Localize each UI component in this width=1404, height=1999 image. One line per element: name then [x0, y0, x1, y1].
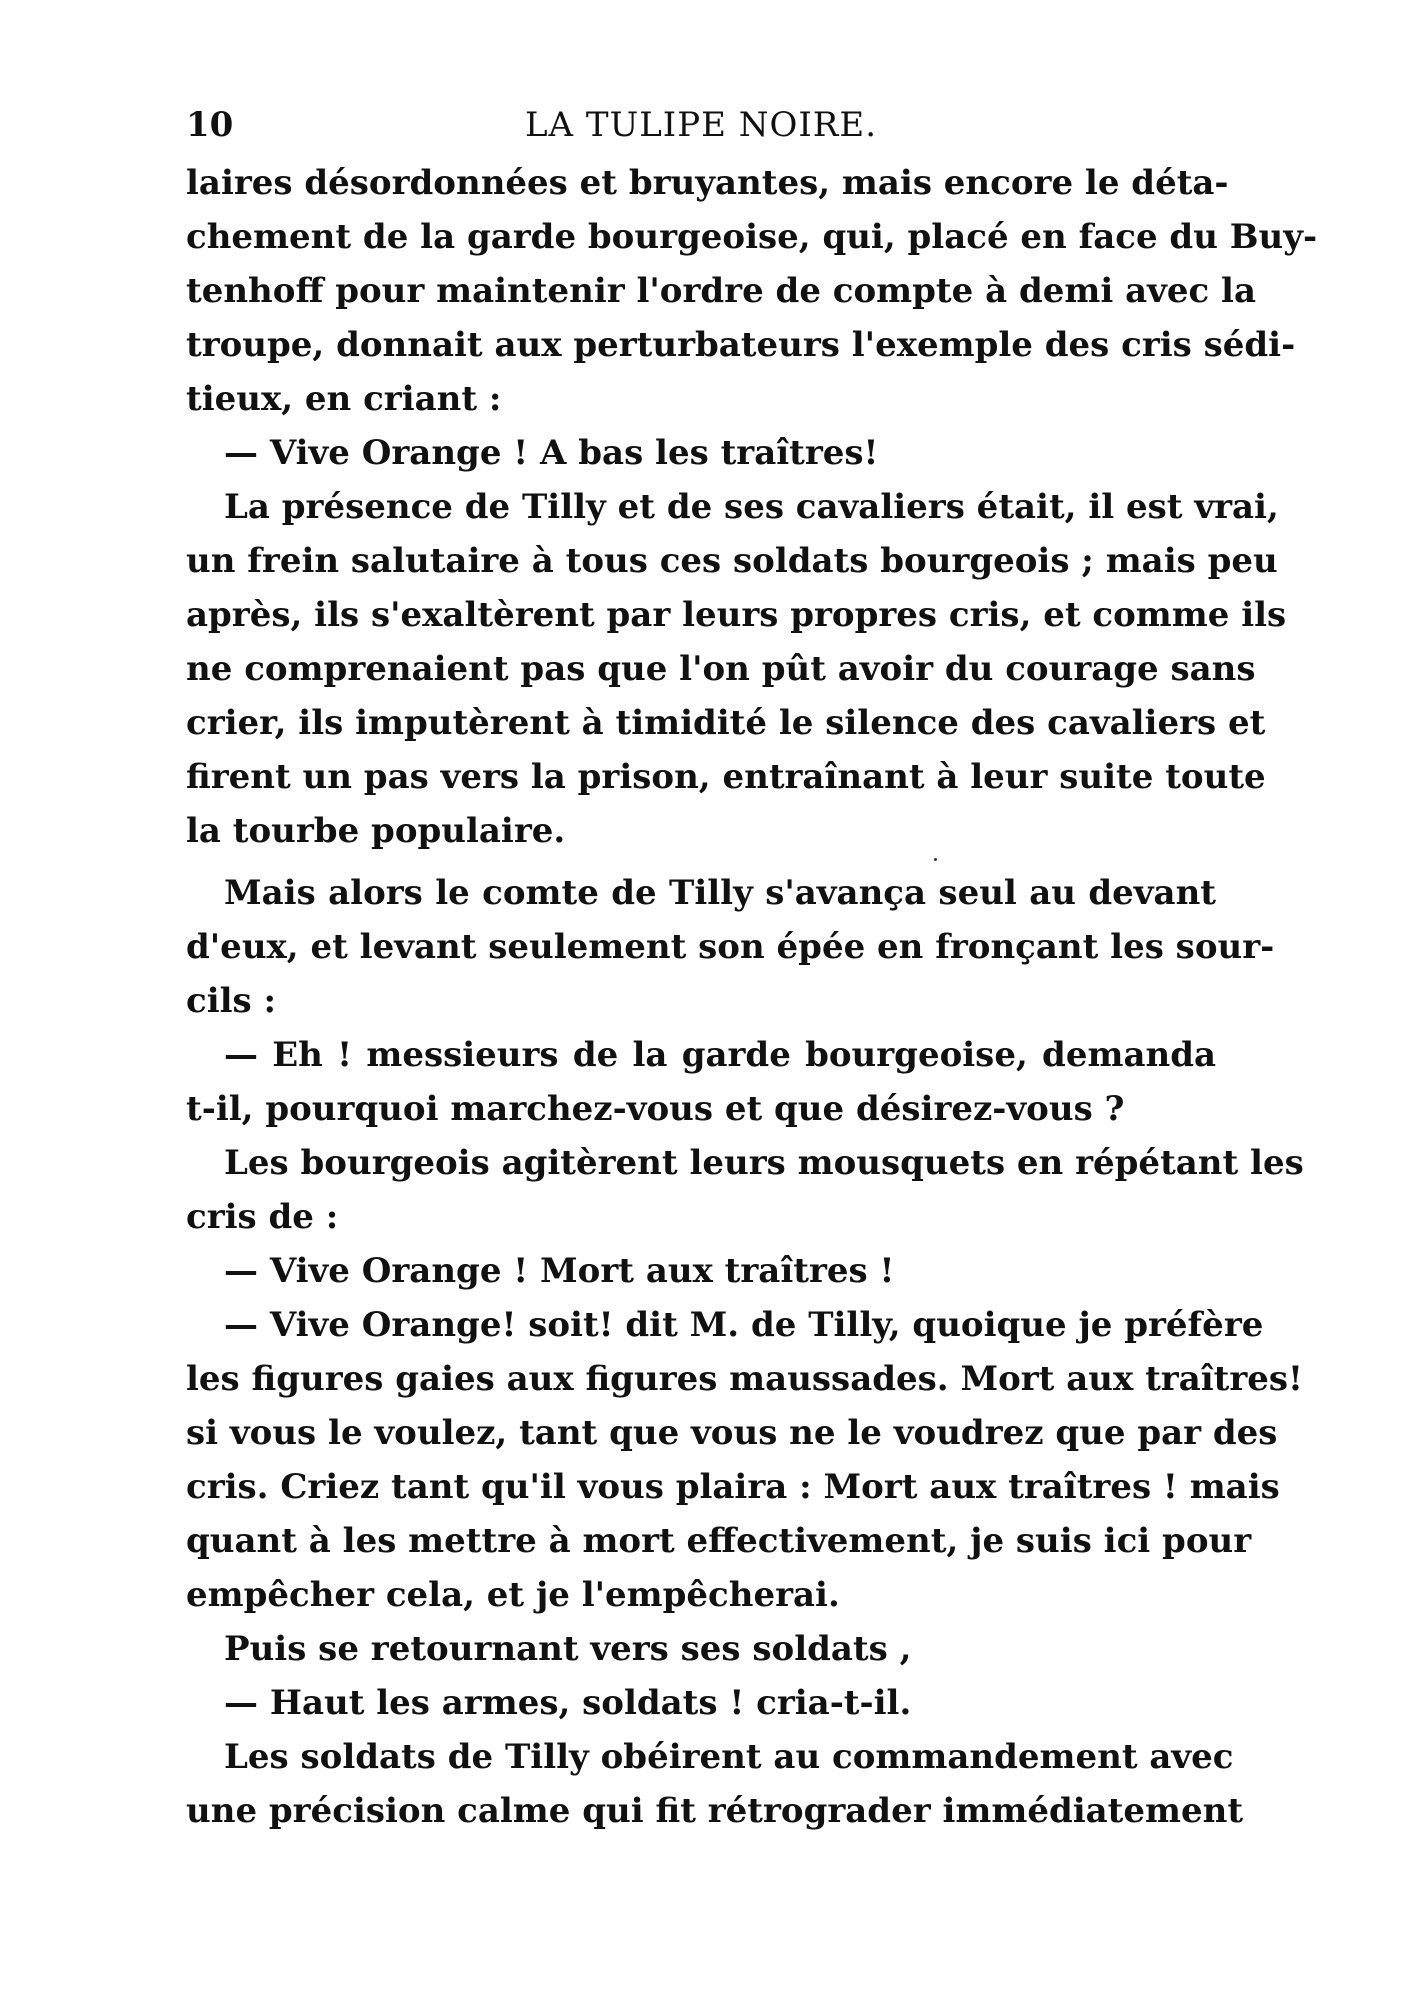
text-line: tenhoff pour maintenir l'ordre de compte à demi avec la — [186, 271, 1257, 311]
text-line: cils : — [186, 981, 277, 1021]
text-line: après, ils s'exaltèrent par leurs propres cris, et comme ils — [186, 595, 1287, 635]
text-line: un frein salutaire à tous ces soldats bourgeois ; mais peu — [186, 541, 1278, 581]
text-line: — Vive Orange! soit! dit M. de Tilly, quoique je préfère — [224, 1305, 1264, 1345]
running-title: LA TULIPE NOIRE. — [524, 105, 878, 145]
page-header — [186, 105, 1216, 155]
text-line: Mais alors le comte de Tilly s'avança seul au devant — [224, 873, 1216, 913]
text-line: la tourbe populaire. — [186, 811, 566, 851]
text-line: Les bourgeois agitèrent leurs mousquets en répétant les — [224, 1143, 1304, 1183]
text-line: — Eh ! messieurs de la garde bourgeoise, demanda — [224, 1035, 1216, 1075]
text-line: les figures gaies aux figures maussades. Mort aux traîtres! — [186, 1359, 1303, 1399]
text-line: d'eux, et levant seulement son épée en fronçant les sour- — [186, 927, 1275, 967]
text-line: t-il, pourquoi marchez-vous et que désirez-vous ? — [186, 1089, 1125, 1129]
text-line: troupe, donnait aux perturbateurs l'exemple des cris sédi- — [186, 325, 1296, 365]
text-line: Les soldats de Tilly obéirent au commandement avec — [224, 1737, 1234, 1777]
text-line: une précision calme qui fit rétrograder immédiatement — [186, 1791, 1244, 1831]
print-speck — [934, 858, 937, 861]
text-line: — Vive Orange ! Mort aux traîtres ! — [224, 1251, 895, 1291]
text-line: chement de la garde bourgeoise, qui, placé en face du Buy- — [186, 217, 1318, 257]
page-number: 10 — [186, 105, 234, 145]
text-line: si vous le voulez, tant que vous ne le voudrez que par des — [186, 1413, 1278, 1453]
text-line: cris. Criez tant qu'il vous plaira : Mort aux traîtres ! mais — [186, 1467, 1280, 1507]
text-line: La présence de Tilly et de ses cavaliers était, il est vrai, — [224, 487, 1279, 527]
text-line: tieux, en criant : — [186, 379, 502, 419]
text-line: — Haut les armes, soldats ! cria-t-il. — [224, 1683, 912, 1723]
text-line: cris de : — [186, 1197, 339, 1237]
text-line: empêcher cela, et je l'empêcherai. — [186, 1575, 840, 1615]
text-line: quant à les mettre à mort effectivement, je suis ici pour — [186, 1521, 1252, 1561]
body-text — [186, 156, 1318, 1838]
text-line: Puis se retournant vers ses soldats , — [224, 1629, 912, 1669]
text-line: firent un pas vers la prison, entraînant à leur suite toute — [186, 757, 1266, 797]
text-line: laires désordonnées et bruyantes, mais encore le déta- — [186, 163, 1229, 203]
text-line: crier, ils imputèrent à timidité le silence des cavaliers et — [186, 703, 1266, 743]
text-line: — Vive Orange ! A bas les traîtres! — [224, 433, 879, 473]
text-line: ne comprenaient pas que l'on pût avoir du courage sans — [186, 649, 1256, 689]
